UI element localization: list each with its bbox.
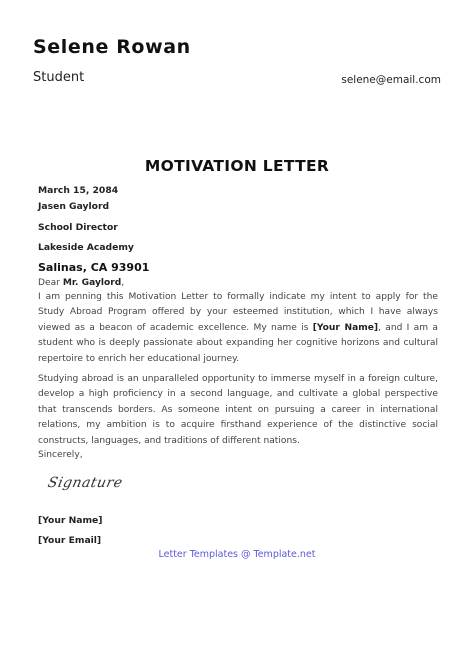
salutation-suffix: , (121, 278, 125, 288)
footer-link[interactable]: Letter Templates @ Template.net (158, 549, 316, 560)
signature: Signature (46, 475, 125, 491)
body-paragraph-2: Studying abroad is an unparalleled opportunity to immerse myself in a foreign culture, develop a high proficiency in a second language, and cultivate a global perspective that transcends borders. As someone intent on pursuing a career in international relations, my ambition is to acquire firsthand experience of the distinctive social constructs, languages, and traditions of different nations. (38, 374, 438, 446)
paragraph-1-part-2: , and I am a student who is deeply passionate about expanding her cognitive horizons and cultural repertoire to enrich her educational journey. (38, 322, 438, 364)
paragraph-1-part-1: I am penning this Motivation Letter to formally indicate my intent to apply for the Study Abroad Program offered by your esteemed institution, which I have always viewed as a beacon of academic excellence. My name is (38, 292, 438, 333)
sender-name-heading: Selene Rowan (33, 36, 191, 58)
recipient-position: School Director (38, 222, 118, 233)
salutation-name: Mr. Gaylord (62, 278, 122, 288)
sender-role: Student (33, 70, 85, 85)
salutation-prefix: Dear (38, 278, 63, 288)
sender-email: selene@email.com (341, 74, 441, 86)
recipient-city: Salinas, CA 93901 (38, 261, 150, 274)
recipient-organization: Lakeside Academy (38, 242, 134, 253)
body-paragraph-1 (38, 290, 438, 367)
letter-date: March 15, 2084 (38, 185, 119, 196)
closing: Sincerely, (38, 450, 83, 460)
paragraph-1-name-placeholder: [Your Name] (312, 322, 379, 333)
letter-title: MOTIVATION LETTER (144, 157, 330, 175)
sender-name-placeholder: [Your Name] (38, 515, 103, 526)
sender-email-placeholder: [Your Email] (38, 535, 102, 546)
recipient-name: Jasen Gaylord (38, 201, 110, 212)
